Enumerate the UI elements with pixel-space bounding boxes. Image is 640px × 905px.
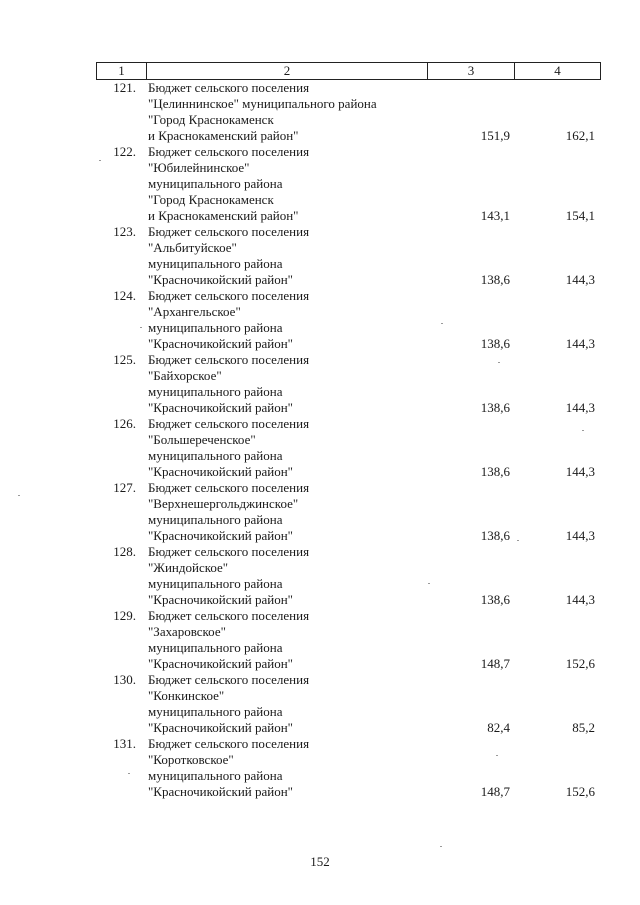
budget-name [148, 288, 428, 352]
value-column-4: 144,3 [565, 592, 595, 607]
value-column-4: 144,3 [565, 528, 595, 543]
table-row [96, 352, 596, 416]
row-number: 128. [113, 544, 136, 559]
table-row [96, 224, 596, 288]
budget-name-line: Бюджет сельского поселения [148, 352, 310, 367]
budget-name-line: Бюджет сельского поселения [148, 736, 310, 751]
page-number: 152 [310, 854, 330, 869]
scan-speck [140, 327, 142, 328]
table-row [96, 416, 596, 480]
value-column-3: 143,1 [480, 208, 510, 223]
budget-name [148, 544, 428, 608]
scan-speck [582, 430, 584, 431]
budget-name-line: "Красночикойский район" [148, 400, 293, 415]
budget-name-line: муниципального района [148, 640, 283, 655]
budget-name-line: "Красночикойский район" [148, 592, 293, 607]
budget-name-line: "Красночикойский район" [148, 656, 293, 671]
scan-speck [441, 323, 443, 324]
budget-name-line: "Конкинское" [148, 688, 225, 703]
budget-name-line: Бюджет сельского поселения [148, 672, 310, 687]
scan-speck [517, 540, 519, 541]
budget-name-line: "Красночикойский район" [148, 464, 293, 479]
column-header-table [96, 62, 601, 80]
value-column-4: 144,3 [565, 464, 595, 479]
budget-name-line: Бюджет сельского поселения [148, 80, 310, 95]
budget-name-line: муниципального района [148, 704, 283, 719]
row-number: 129. [113, 608, 136, 623]
budget-name [148, 144, 428, 224]
table-row [96, 736, 596, 800]
budget-name-line: "Целиннинское" муниципального района [148, 96, 377, 111]
row-number: 124. [113, 288, 136, 303]
budget-name-line: муниципального района [148, 320, 283, 335]
budget-name-line: муниципального района [148, 512, 283, 527]
value-column-4: 144,3 [565, 272, 595, 287]
table-row [96, 80, 596, 144]
budget-name-line: "Байхорское" [148, 368, 222, 383]
budget-name-line: и Краснокаменский район" [148, 208, 299, 223]
value-column-3: 138,6 [480, 336, 510, 351]
row-number: 127. [113, 480, 136, 495]
scan-speck [128, 773, 130, 774]
budget-name [148, 224, 428, 288]
table-row [96, 288, 596, 352]
value-column-3: 148,7 [480, 784, 510, 799]
budget-name-line: муниципального района [148, 768, 283, 783]
budget-name-line: Бюджет сельского поселения [148, 288, 310, 303]
budget-name-line: "Коротковское" [148, 752, 234, 767]
value-column-3: 138,6 [480, 400, 510, 415]
column-header-row [97, 63, 601, 80]
budget-name-line: муниципального района [148, 384, 283, 399]
budget-name-line: "Большереченское" [148, 432, 256, 447]
value-column-3: 138,6 [480, 592, 510, 607]
column-header-3: 3 [428, 63, 515, 80]
budget-name-line: "Город Краснокаменск [148, 192, 274, 207]
column-header-2: 2 [147, 63, 428, 80]
budget-name-line: Бюджет сельского поселения [148, 480, 310, 495]
value-column-4: 152,6 [565, 784, 595, 799]
budget-name-line: муниципального района [148, 448, 283, 463]
row-number: 126. [113, 416, 136, 431]
value-column-4: 144,3 [565, 400, 595, 415]
budget-name-line: Бюджет сельского поселения [148, 224, 310, 239]
scan-speck [498, 362, 500, 363]
value-column-3: 82,4 [487, 720, 510, 735]
value-column-4: 85,2 [572, 720, 595, 735]
value-column-3: 138,6 [480, 272, 510, 287]
value-column-3: 151,9 [480, 128, 510, 143]
budget-name-line: и Краснокаменский район" [148, 128, 299, 143]
budget-name-line: "Жиндойское" [148, 560, 229, 575]
row-number: 121. [113, 80, 136, 95]
budget-name-line: "Красночикойский район" [148, 336, 293, 351]
table-row [96, 672, 596, 736]
budget-name-line: "Захаровское" [148, 624, 226, 639]
budget-name [148, 672, 428, 736]
budget-name-line: Бюджет сельского поселения [148, 544, 310, 559]
budget-name-line: Бюджет сельского поселения [148, 608, 310, 623]
budget-name-line: муниципального района [148, 176, 283, 191]
budget-name-line: "Красночикойский район" [148, 784, 293, 799]
row-number: 130. [113, 672, 136, 687]
budget-name [148, 480, 428, 544]
table-row [96, 144, 596, 224]
value-column-3: 138,6 [480, 528, 510, 543]
budget-name [148, 416, 428, 480]
budget-table-body [96, 80, 596, 800]
budget-name [148, 608, 428, 672]
row-number: 122. [113, 144, 136, 159]
scan-speck [428, 583, 430, 584]
scan-speck [99, 160, 101, 161]
column-header-1: 1 [97, 63, 147, 80]
table-row [96, 480, 596, 544]
budget-name-line: "Юбилейнинское" [148, 160, 250, 175]
budget-name [148, 80, 428, 144]
budget-name-line: "Город Краснокаменск [148, 112, 274, 127]
budget-name [148, 736, 428, 800]
budget-name-line: "Альбитуйское" [148, 240, 237, 255]
row-number: 131. [113, 736, 136, 751]
value-column-4: 162,1 [565, 128, 595, 143]
table-row [96, 608, 596, 672]
value-column-4: 154,1 [565, 208, 595, 223]
budget-name [148, 352, 428, 416]
budget-name-line: "Красночикойский район" [148, 272, 293, 287]
budget-name-line: муниципального района [148, 576, 283, 591]
value-column-3: 148,7 [480, 656, 510, 671]
budget-name-line: Бюджет сельского поселения [148, 144, 310, 159]
column-header-4: 4 [515, 63, 601, 80]
budget-name-line: "Красночикойский район" [148, 720, 293, 735]
scan-speck [496, 755, 498, 756]
row-number: 123. [113, 224, 136, 239]
value-column-4: 152,6 [565, 656, 595, 671]
budget-name-line: "Архангельское" [148, 304, 241, 319]
table-row [96, 544, 596, 608]
scan-speck [18, 495, 20, 496]
value-column-4: 144,3 [565, 336, 595, 351]
budget-name-line: "Красночикойский район" [148, 528, 293, 543]
budget-name-line: "Верхнешергольджинское" [148, 496, 299, 511]
row-number: 125. [113, 352, 136, 367]
value-column-3: 138,6 [480, 464, 510, 479]
budget-name-line: муниципального района [148, 256, 283, 271]
budget-name-line: Бюджет сельского поселения [148, 416, 310, 431]
scan-speck [440, 846, 442, 847]
